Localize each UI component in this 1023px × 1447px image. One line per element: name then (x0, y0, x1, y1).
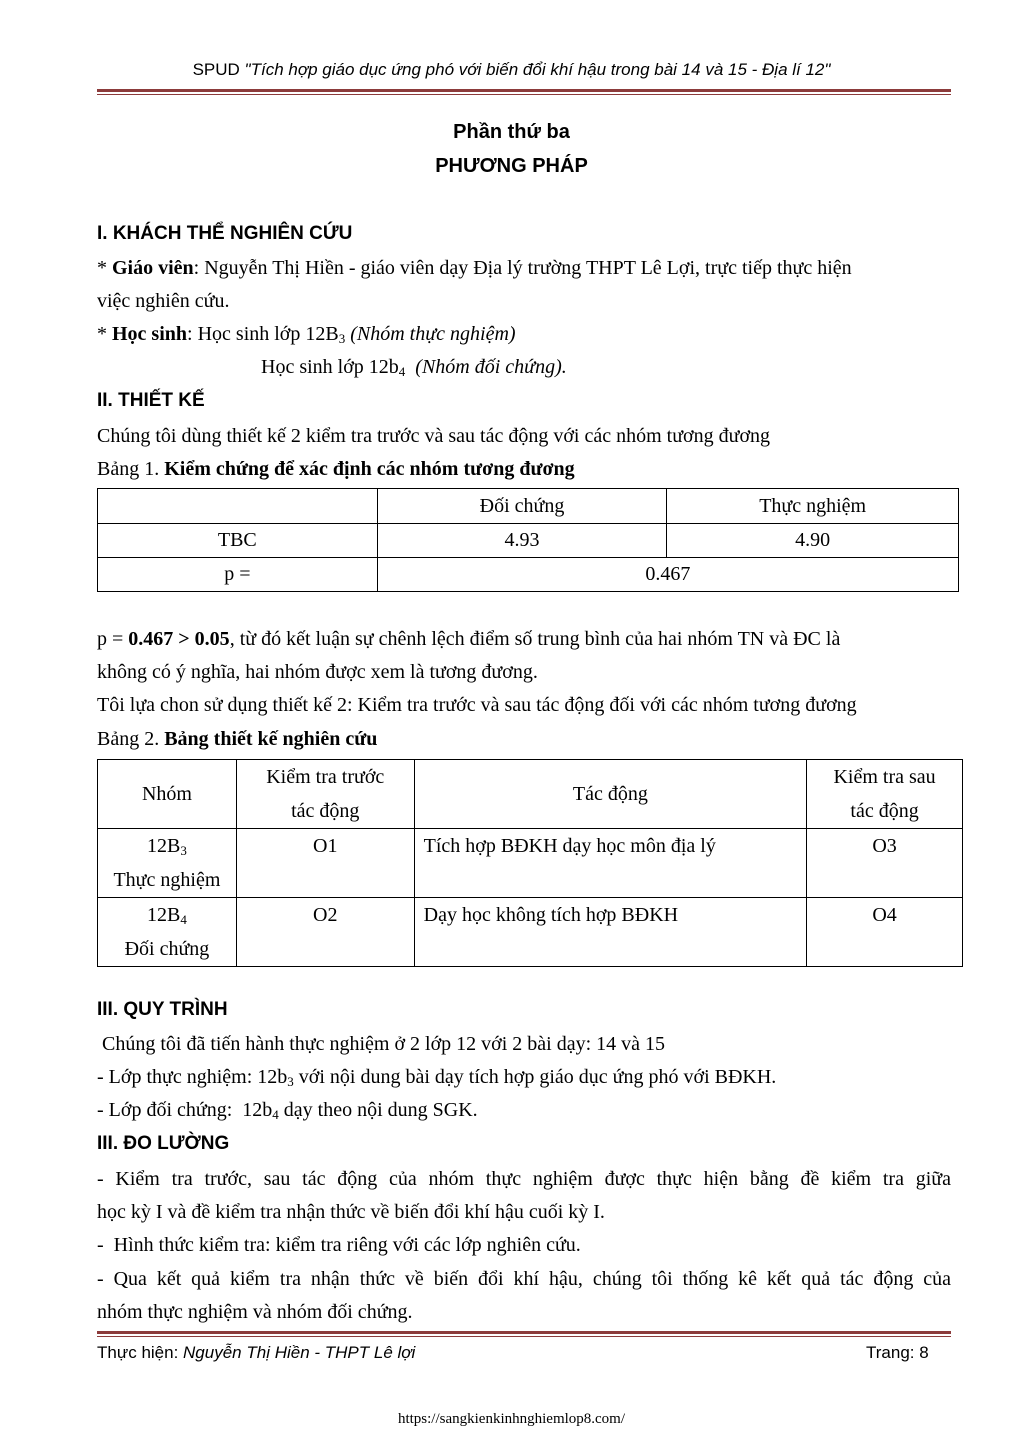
header-group: Nhóm (98, 760, 237, 829)
p-conclusion-line (97, 623, 951, 656)
table-header-experiment: Thực nghiệm (667, 489, 959, 524)
footer-label: Thực hiện: (97, 1343, 184, 1362)
measure-p3-line1: - Qua kết quả kiểm tra nhận thức về biến đổi khí hậu, chúng tôi thống kê kết quả tác động của (97, 1268, 951, 1290)
section4-heading: III. ĐO LƯỜNG (97, 1133, 230, 1154)
p-value: 0.467 (377, 558, 958, 592)
pretest-cell: O1 (236, 829, 414, 898)
caption-prefix: Bảng 1. (97, 458, 165, 480)
part-subtitle: PHƯƠNG PHÁP (435, 155, 588, 177)
header-posttest: Kiểm tra sau tác động (807, 760, 963, 829)
table-row (98, 558, 959, 592)
student-class-sub-2: 4 (398, 364, 406, 379)
table1-caption (97, 453, 951, 486)
header-rule (97, 89, 951, 95)
section1-heading: I. KHÁCH THỂ NGHIÊN CỨU (97, 223, 353, 244)
tbc-experiment: 4.90 (667, 524, 959, 558)
source-url[interactable]: https://sangkienkinhnghiemlop8.com/ (397, 1411, 626, 1427)
p-prefix: p = (97, 628, 129, 650)
tbc-control: 4.93 (377, 524, 667, 558)
impact-cell: Tích hợp BĐKH dạy học môn địa lý (414, 829, 806, 898)
table2 (97, 759, 963, 967)
footer-rule (97, 1331, 951, 1337)
teacher-line (97, 252, 951, 285)
design-intro: Chúng tôi dùng thiết kế 2 kiểm tra trước và sau tác động với các nhóm tương đương (97, 425, 771, 447)
student-line-2 (261, 351, 951, 384)
header-impact: Tác động (414, 760, 806, 829)
measure-p3-line2: nhóm thực nghiệm và nhóm đối chứng. (97, 1301, 413, 1323)
posttest-cell: O3 (807, 829, 963, 898)
measure-p1-line1: - Kiểm tra trước, sau tác động của nhóm thực nghiệm được thực hiện bằng đề kiểm tra giữa (97, 1168, 951, 1190)
section3-heading: III. QUY TRÌNH (97, 999, 228, 1020)
student-label: Học sinh (112, 323, 188, 345)
student-note-2: (Nhóm đối chứng) (415, 356, 562, 378)
table-row (98, 898, 963, 967)
table2-caption (97, 723, 951, 756)
footer-author-name: Nguyễn Thị Hiền - THPT Lê lợi (183, 1343, 416, 1362)
p-conclusion-line-2: không có ý nghĩa, hai nhóm được xem là tương đương. (97, 661, 538, 683)
header-pretest: Kiểm tra trước tác động (236, 760, 414, 829)
header-prefix: SPUD (192, 60, 245, 79)
p-label: p = (98, 558, 378, 592)
procedure-line-3: - Lớp đối chứng: $12b_4$ dạy theo nội dung SGK. (97, 1099, 478, 1122)
group-cell: $12B_3$ Thực nghiệm (98, 829, 237, 898)
student-text: : Học sinh lớp 12B (187, 323, 339, 345)
teacher-text: : Nguyễn Thị Hiền - giáo viên dạy Địa lý trường THPT Lê Lợi, trực tiếp thực hiện (193, 257, 852, 279)
teacher-label: Giáo viên (112, 257, 194, 279)
student-line (97, 318, 951, 351)
procedure-line-2: - Lớp thực nghiệm: $12b_3$ với nội dung bài dạy tích hợp giáo dục ứng phó với BĐKH. (97, 1066, 777, 1089)
design-choice: Tôi lựa chon sử dụng thiết kế 2: Kiểm tra trước và sau tác động đối với các nhóm tương đương (97, 694, 857, 716)
caption-title: Kiểm chứng để xác định các nhóm tương đương (164, 458, 575, 480)
table-cell (98, 489, 378, 524)
page-number: Trang: 8 (866, 1343, 929, 1362)
part-title: Phần thứ ba (453, 121, 570, 143)
student-text-2: Học sinh lớp 12b (261, 356, 399, 378)
measure-p1-line2: học kỳ I và đề kiểm tra nhận thức về biến đổi khí hậu cuối kỳ I. (97, 1201, 605, 1223)
group-cell: $12B_4$ Đối chứng (98, 898, 237, 967)
header-title: "Tích hợp giáo dục ứng phó với biến đổi khí hậu trong bài 14 và 15 - Địa lí 12" (244, 60, 831, 79)
caption-title: Bảng thiết kế nghiên cứu (164, 728, 378, 750)
table-header-control: Đối chứng (377, 489, 667, 524)
footer-author (97, 1343, 415, 1363)
student-end: . (561, 356, 567, 378)
table-row (98, 524, 959, 558)
pretest-cell: O2 (236, 898, 414, 967)
p-text: , từ đó kết luận sự chênh lệch điểm số trung bình của hai nhóm TN và ĐC là (229, 628, 841, 650)
page-header (0, 60, 1023, 80)
table1 (97, 488, 959, 592)
tbc-label: TBC (98, 524, 378, 558)
student-class-sub: 3 (338, 331, 346, 346)
bullet-star: * (97, 257, 112, 279)
p-bold: 0.467 > 0.05 (128, 628, 230, 650)
caption-prefix: Bảng 2. (97, 728, 165, 750)
procedure-line-1: Chúng tôi đã tiến hành thực nghiệm ở 2 lớp 12 với 2 bài dạy: 14 và 15 (97, 1033, 666, 1055)
table-row (98, 489, 959, 524)
student-note: (Nhóm thực nghiệm) (350, 323, 516, 345)
section2-heading: II. THIẾT KẾ (97, 390, 205, 411)
table-row (98, 829, 963, 898)
table-row (98, 760, 963, 829)
measure-p2: - Hình thức kiểm tra: kiểm tra riêng với các lớp nghiên cứu. (97, 1234, 581, 1256)
posttest-cell: O4 (807, 898, 963, 967)
impact-cell: Dạy học không tích hợp BĐKH (414, 898, 806, 967)
bullet-star: * (97, 323, 112, 345)
teacher-line-2: việc nghiên cứu. (97, 290, 230, 312)
